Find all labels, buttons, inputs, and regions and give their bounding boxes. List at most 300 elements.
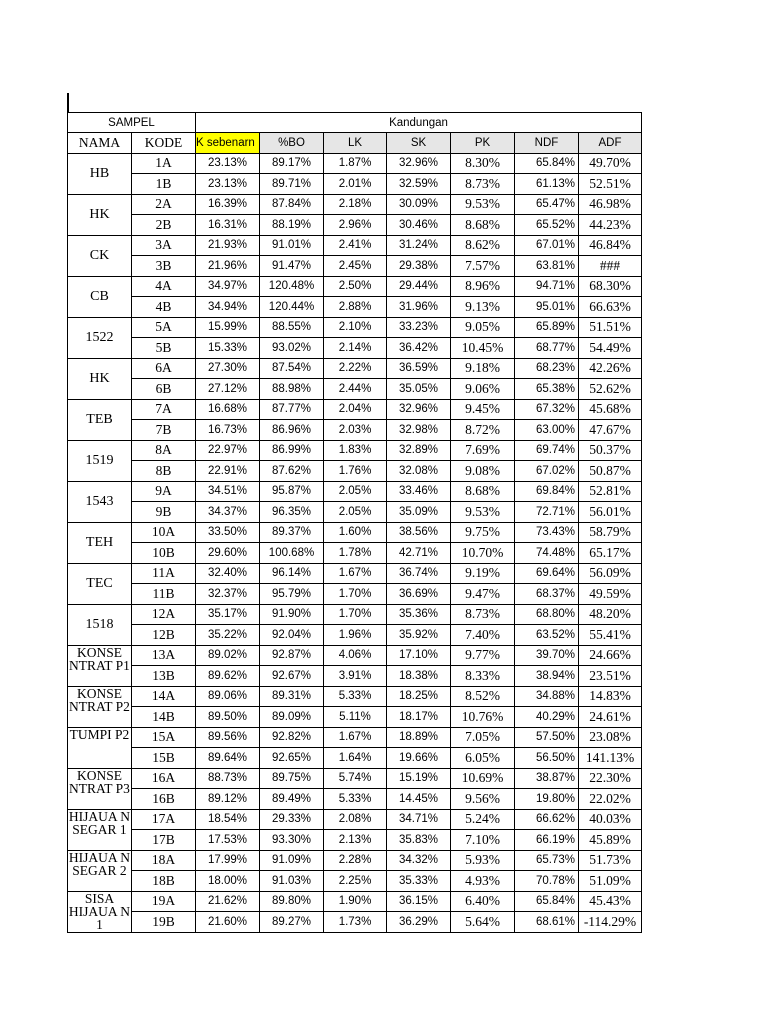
value-cell[interactable]: 35.92% bbox=[387, 625, 451, 646]
value-cell[interactable]: 8.73% bbox=[451, 174, 515, 195]
value-cell[interactable]: 88.73% bbox=[196, 768, 260, 789]
value-cell[interactable]: 22.30% bbox=[579, 768, 642, 789]
value-cell[interactable]: 56.09% bbox=[579, 563, 642, 584]
value-cell[interactable]: 2.45% bbox=[324, 256, 387, 277]
sample-name-cell[interactable]: TEH bbox=[68, 522, 132, 563]
sample-code-cell[interactable]: 8B bbox=[132, 461, 196, 482]
value-cell[interactable]: 8.52% bbox=[451, 686, 515, 707]
value-cell[interactable]: 15.19% bbox=[387, 768, 451, 789]
value-cell[interactable]: 42.71% bbox=[387, 543, 451, 564]
value-cell[interactable]: 2.44% bbox=[324, 379, 387, 400]
value-cell[interactable]: 1.83% bbox=[324, 440, 387, 461]
value-cell[interactable]: 73.43% bbox=[515, 522, 579, 543]
value-cell[interactable]: 16.31% bbox=[196, 215, 260, 236]
value-cell[interactable]: 74.48% bbox=[515, 543, 579, 564]
value-cell[interactable]: 47.67% bbox=[579, 420, 642, 441]
col-header-kode[interactable]: KODE bbox=[132, 133, 196, 154]
value-cell[interactable]: 35.36% bbox=[387, 604, 451, 625]
value-cell[interactable]: 88.55% bbox=[260, 317, 324, 338]
value-cell[interactable]: 52.51% bbox=[579, 174, 642, 195]
value-cell[interactable]: 2.41% bbox=[324, 235, 387, 256]
value-cell[interactable]: 7.10% bbox=[451, 830, 515, 851]
value-cell[interactable]: 32.59% bbox=[387, 174, 451, 195]
sample-code-cell[interactable]: 15A bbox=[132, 727, 196, 748]
sample-code-cell[interactable]: 3B bbox=[132, 256, 196, 277]
value-cell[interactable]: 1.70% bbox=[324, 604, 387, 625]
sample-code-cell[interactable]: 16B bbox=[132, 789, 196, 810]
value-cell[interactable]: 1.67% bbox=[324, 563, 387, 584]
value-cell[interactable]: 35.33% bbox=[387, 871, 451, 892]
sample-code-cell[interactable]: 16A bbox=[132, 768, 196, 789]
sample-name-cell[interactable]: CB bbox=[68, 276, 132, 317]
value-cell[interactable]: 45.89% bbox=[579, 830, 642, 851]
value-cell[interactable]: 68.23% bbox=[515, 358, 579, 379]
value-cell[interactable]: 92.67% bbox=[260, 666, 324, 687]
value-cell[interactable]: 18.17% bbox=[387, 707, 451, 728]
value-cell[interactable]: 9.45% bbox=[451, 399, 515, 420]
value-cell[interactable]: 89.62% bbox=[196, 666, 260, 687]
value-cell[interactable]: 1.60% bbox=[324, 522, 387, 543]
value-cell[interactable]: 4.93% bbox=[451, 871, 515, 892]
value-cell[interactable]: 15.33% bbox=[196, 338, 260, 359]
value-cell[interactable]: 89.09% bbox=[260, 707, 324, 728]
sample-code-cell[interactable]: 17A bbox=[132, 809, 196, 830]
value-cell[interactable]: 89.37% bbox=[260, 522, 324, 543]
sample-code-cell[interactable]: 13A bbox=[132, 645, 196, 666]
value-cell[interactable]: 89.64% bbox=[196, 748, 260, 769]
col-header-bo[interactable]: %BO bbox=[260, 133, 324, 154]
value-cell[interactable]: 32.08% bbox=[387, 461, 451, 482]
value-cell[interactable]: 92.65% bbox=[260, 748, 324, 769]
value-cell[interactable]: 16.39% bbox=[196, 194, 260, 215]
value-cell[interactable]: 94.71% bbox=[515, 276, 579, 297]
value-cell[interactable]: 48.20% bbox=[579, 604, 642, 625]
value-cell[interactable]: 21.60% bbox=[196, 912, 260, 933]
value-cell[interactable]: 57.50% bbox=[515, 727, 579, 748]
value-cell[interactable]: 65.47% bbox=[515, 194, 579, 215]
value-cell[interactable]: 5.33% bbox=[324, 686, 387, 707]
value-cell[interactable]: 68.61% bbox=[515, 912, 579, 933]
value-cell[interactable]: 14.45% bbox=[387, 789, 451, 810]
value-cell[interactable]: 2.50% bbox=[324, 276, 387, 297]
sample-code-cell[interactable]: 1B bbox=[132, 174, 196, 195]
sample-name-cell[interactable]: HK bbox=[68, 194, 132, 235]
value-cell[interactable]: 39.70% bbox=[515, 645, 579, 666]
value-cell[interactable]: 65.73% bbox=[515, 850, 579, 871]
value-cell[interactable]: 31.96% bbox=[387, 297, 451, 318]
sample-name-cell[interactable]: HK bbox=[68, 358, 132, 399]
value-cell[interactable]: 91.90% bbox=[260, 604, 324, 625]
value-cell[interactable]: 67.01% bbox=[515, 235, 579, 256]
value-cell[interactable]: 1.76% bbox=[324, 461, 387, 482]
value-cell[interactable]: 34.97% bbox=[196, 276, 260, 297]
value-cell[interactable]: 2.28% bbox=[324, 850, 387, 871]
value-cell[interactable]: 8.30% bbox=[451, 153, 515, 174]
value-cell[interactable]: ### bbox=[579, 256, 642, 277]
value-cell[interactable]: 29.38% bbox=[387, 256, 451, 277]
value-cell[interactable]: 5.11% bbox=[324, 707, 387, 728]
sample-code-cell[interactable]: 4B bbox=[132, 297, 196, 318]
sample-code-cell[interactable]: 7A bbox=[132, 399, 196, 420]
sample-name-cell[interactable]: 1543 bbox=[68, 481, 132, 522]
value-cell[interactable]: 52.81% bbox=[579, 481, 642, 502]
value-cell[interactable]: 22.97% bbox=[196, 440, 260, 461]
value-cell[interactable]: 5.74% bbox=[324, 768, 387, 789]
value-cell[interactable]: 63.81% bbox=[515, 256, 579, 277]
value-cell[interactable]: 89.49% bbox=[260, 789, 324, 810]
value-cell[interactable]: 55.41% bbox=[579, 625, 642, 646]
col-header-sk[interactable]: SK bbox=[387, 133, 451, 154]
value-cell[interactable]: 38.56% bbox=[387, 522, 451, 543]
col-header-ndf[interactable]: NDF bbox=[515, 133, 579, 154]
value-cell[interactable]: 89.50% bbox=[196, 707, 260, 728]
sample-code-cell[interactable]: 12A bbox=[132, 604, 196, 625]
value-cell[interactable]: 89.27% bbox=[260, 912, 324, 933]
value-cell[interactable]: 36.59% bbox=[387, 358, 451, 379]
col-header-nama[interactable]: NAMA bbox=[68, 133, 132, 154]
sample-name-cell[interactable]: 1518 bbox=[68, 604, 132, 645]
value-cell[interactable]: 2.08% bbox=[324, 809, 387, 830]
value-cell[interactable]: 65.84% bbox=[515, 153, 579, 174]
value-cell[interactable]: 65.89% bbox=[515, 317, 579, 338]
value-cell[interactable]: 35.09% bbox=[387, 502, 451, 523]
value-cell[interactable]: 45.43% bbox=[579, 891, 642, 912]
value-cell[interactable]: 35.17% bbox=[196, 604, 260, 625]
value-cell[interactable]: 86.99% bbox=[260, 440, 324, 461]
value-cell[interactable]: 24.61% bbox=[579, 707, 642, 728]
value-cell[interactable]: 92.04% bbox=[260, 625, 324, 646]
value-cell[interactable]: 96.35% bbox=[260, 502, 324, 523]
value-cell[interactable]: 42.26% bbox=[579, 358, 642, 379]
value-cell[interactable]: 95.01% bbox=[515, 297, 579, 318]
value-cell[interactable]: 32.89% bbox=[387, 440, 451, 461]
value-cell[interactable]: 2.18% bbox=[324, 194, 387, 215]
sample-code-cell[interactable]: 18A bbox=[132, 850, 196, 871]
value-cell[interactable]: 21.93% bbox=[196, 235, 260, 256]
value-cell[interactable]: 69.74% bbox=[515, 440, 579, 461]
sample-name-cell[interactable]: HIJAUA N SEGAR 1 bbox=[68, 809, 132, 850]
value-cell[interactable]: 45.68% bbox=[579, 399, 642, 420]
value-cell[interactable]: 2.05% bbox=[324, 502, 387, 523]
value-cell[interactable]: 30.46% bbox=[387, 215, 451, 236]
sample-code-cell[interactable]: 7B bbox=[132, 420, 196, 441]
value-cell[interactable]: 5.64% bbox=[451, 912, 515, 933]
value-cell[interactable]: 87.77% bbox=[260, 399, 324, 420]
value-cell[interactable]: 15.99% bbox=[196, 317, 260, 338]
sample-code-cell[interactable]: 10A bbox=[132, 522, 196, 543]
value-cell[interactable]: 9.75% bbox=[451, 522, 515, 543]
value-cell[interactable]: 89.71% bbox=[260, 174, 324, 195]
value-cell[interactable]: 16.73% bbox=[196, 420, 260, 441]
value-cell[interactable]: 86.96% bbox=[260, 420, 324, 441]
value-cell[interactable]: 7.57% bbox=[451, 256, 515, 277]
col-header-lk[interactable]: LK bbox=[324, 133, 387, 154]
value-cell[interactable]: 70.78% bbox=[515, 871, 579, 892]
value-cell[interactable]: 1.64% bbox=[324, 748, 387, 769]
value-cell[interactable]: 5.33% bbox=[324, 789, 387, 810]
value-cell[interactable]: 40.03% bbox=[579, 809, 642, 830]
value-cell[interactable]: 23.13% bbox=[196, 153, 260, 174]
value-cell[interactable]: 21.62% bbox=[196, 891, 260, 912]
value-cell[interactable]: 9.53% bbox=[451, 502, 515, 523]
value-cell[interactable]: 34.94% bbox=[196, 297, 260, 318]
value-cell[interactable]: 7.40% bbox=[451, 625, 515, 646]
value-cell[interactable]: 66.63% bbox=[579, 297, 642, 318]
value-cell[interactable]: 6.40% bbox=[451, 891, 515, 912]
value-cell[interactable]: 29.60% bbox=[196, 543, 260, 564]
sample-code-cell[interactable]: 11A bbox=[132, 563, 196, 584]
value-cell[interactable]: 65.38% bbox=[515, 379, 579, 400]
value-cell[interactable]: 8.68% bbox=[451, 215, 515, 236]
value-cell[interactable]: 34.88% bbox=[515, 686, 579, 707]
value-cell[interactable]: 19.80% bbox=[515, 789, 579, 810]
value-cell[interactable]: 1.87% bbox=[324, 153, 387, 174]
value-cell[interactable]: 23.13% bbox=[196, 174, 260, 195]
sample-code-cell[interactable]: 15B bbox=[132, 748, 196, 769]
value-cell[interactable]: 18.25% bbox=[387, 686, 451, 707]
value-cell[interactable]: 7.05% bbox=[451, 727, 515, 748]
sample-code-cell[interactable]: 5B bbox=[132, 338, 196, 359]
value-cell[interactable]: 49.59% bbox=[579, 584, 642, 605]
value-cell[interactable]: 30.09% bbox=[387, 194, 451, 215]
value-cell[interactable]: 51.51% bbox=[579, 317, 642, 338]
value-cell[interactable]: 2.22% bbox=[324, 358, 387, 379]
value-cell[interactable]: 35.05% bbox=[387, 379, 451, 400]
value-cell[interactable]: 50.87% bbox=[579, 461, 642, 482]
value-cell[interactable]: 34.37% bbox=[196, 502, 260, 523]
value-cell[interactable]: 54.49% bbox=[579, 338, 642, 359]
value-cell[interactable]: 21.96% bbox=[196, 256, 260, 277]
sample-code-cell[interactable]: 12B bbox=[132, 625, 196, 646]
sample-code-cell[interactable]: 18B bbox=[132, 871, 196, 892]
value-cell[interactable]: 27.30% bbox=[196, 358, 260, 379]
value-cell[interactable]: 17.99% bbox=[196, 850, 260, 871]
value-cell[interactable]: 95.79% bbox=[260, 584, 324, 605]
value-cell[interactable]: 87.62% bbox=[260, 461, 324, 482]
value-cell[interactable]: 32.37% bbox=[196, 584, 260, 605]
value-cell[interactable]: 51.09% bbox=[579, 871, 642, 892]
value-cell[interactable]: 32.96% bbox=[387, 399, 451, 420]
value-cell[interactable]: 19.66% bbox=[387, 748, 451, 769]
value-cell[interactable]: 2.04% bbox=[324, 399, 387, 420]
value-cell[interactable]: 89.02% bbox=[196, 645, 260, 666]
value-cell[interactable]: 17.10% bbox=[387, 645, 451, 666]
value-cell[interactable]: 9.13% bbox=[451, 297, 515, 318]
sample-code-cell[interactable]: 2B bbox=[132, 215, 196, 236]
value-cell[interactable]: 2.96% bbox=[324, 215, 387, 236]
value-cell[interactable]: 1.73% bbox=[324, 912, 387, 933]
value-cell[interactable]: 16.68% bbox=[196, 399, 260, 420]
value-cell[interactable]: 9.18% bbox=[451, 358, 515, 379]
value-cell[interactable]: 91.03% bbox=[260, 871, 324, 892]
value-cell[interactable]: 6.05% bbox=[451, 748, 515, 769]
value-cell[interactable]: 56.50% bbox=[515, 748, 579, 769]
value-cell[interactable]: 22.91% bbox=[196, 461, 260, 482]
value-cell[interactable]: 1.90% bbox=[324, 891, 387, 912]
value-cell[interactable]: 38.94% bbox=[515, 666, 579, 687]
value-cell[interactable]: 66.62% bbox=[515, 809, 579, 830]
value-cell[interactable]: 91.47% bbox=[260, 256, 324, 277]
sample-code-cell[interactable]: 13B bbox=[132, 666, 196, 687]
value-cell[interactable]: 61.13% bbox=[515, 174, 579, 195]
sample-code-cell[interactable]: 14A bbox=[132, 686, 196, 707]
value-cell[interactable]: 36.74% bbox=[387, 563, 451, 584]
value-cell[interactable]: 58.79% bbox=[579, 522, 642, 543]
sample-name-cell[interactable]: HB bbox=[68, 153, 132, 194]
sample-code-cell[interactable]: 6B bbox=[132, 379, 196, 400]
sample-code-cell[interactable]: 10B bbox=[132, 543, 196, 564]
value-cell[interactable]: 46.98% bbox=[579, 194, 642, 215]
value-cell[interactable]: 87.54% bbox=[260, 358, 324, 379]
value-cell[interactable]: 36.15% bbox=[387, 891, 451, 912]
value-cell[interactable]: 87.84% bbox=[260, 194, 324, 215]
value-cell[interactable]: 38.87% bbox=[515, 768, 579, 789]
value-cell[interactable]: 9.77% bbox=[451, 645, 515, 666]
value-cell[interactable]: 88.19% bbox=[260, 215, 324, 236]
value-cell[interactable]: 8.33% bbox=[451, 666, 515, 687]
value-cell[interactable]: 2.01% bbox=[324, 174, 387, 195]
value-cell[interactable]: 10.45% bbox=[451, 338, 515, 359]
sample-code-cell[interactable]: 2A bbox=[132, 194, 196, 215]
value-cell[interactable]: 68.30% bbox=[579, 276, 642, 297]
value-cell[interactable]: 8.62% bbox=[451, 235, 515, 256]
value-cell[interactable]: 14.83% bbox=[579, 686, 642, 707]
value-cell[interactable]: 9.19% bbox=[451, 563, 515, 584]
value-cell[interactable]: 35.83% bbox=[387, 830, 451, 851]
value-cell[interactable]: 89.75% bbox=[260, 768, 324, 789]
sample-name-cell[interactable]: KONSE NTRAT P3 bbox=[68, 768, 132, 809]
value-cell[interactable]: 89.80% bbox=[260, 891, 324, 912]
value-cell[interactable]: 68.37% bbox=[515, 584, 579, 605]
value-cell[interactable]: 8.68% bbox=[451, 481, 515, 502]
value-cell[interactable]: 18.89% bbox=[387, 727, 451, 748]
value-cell[interactable]: 66.19% bbox=[515, 830, 579, 851]
value-cell[interactable]: 120.48% bbox=[260, 276, 324, 297]
value-cell[interactable]: 29.33% bbox=[260, 809, 324, 830]
value-cell[interactable]: 33.23% bbox=[387, 317, 451, 338]
value-cell[interactable]: 69.64% bbox=[515, 563, 579, 584]
value-cell[interactable]: 33.50% bbox=[196, 522, 260, 543]
value-cell[interactable]: 89.06% bbox=[196, 686, 260, 707]
value-cell[interactable]: 10.69% bbox=[451, 768, 515, 789]
sample-code-cell[interactable]: 11B bbox=[132, 584, 196, 605]
sample-code-cell[interactable]: 3A bbox=[132, 235, 196, 256]
sample-code-cell[interactable]: 4A bbox=[132, 276, 196, 297]
value-cell[interactable]: 92.82% bbox=[260, 727, 324, 748]
sample-code-cell[interactable]: 5A bbox=[132, 317, 196, 338]
value-cell[interactable]: 69.84% bbox=[515, 481, 579, 502]
value-cell[interactable]: 89.12% bbox=[196, 789, 260, 810]
value-cell[interactable]: 91.01% bbox=[260, 235, 324, 256]
value-cell[interactable]: 65.52% bbox=[515, 215, 579, 236]
value-cell[interactable]: 92.87% bbox=[260, 645, 324, 666]
value-cell[interactable]: 93.30% bbox=[260, 830, 324, 851]
value-cell[interactable]: 51.73% bbox=[579, 850, 642, 871]
value-cell[interactable]: -114.29% bbox=[579, 912, 642, 933]
value-cell[interactable]: 31.24% bbox=[387, 235, 451, 256]
sampel-header[interactable]: SAMPEL bbox=[68, 113, 196, 133]
value-cell[interactable]: 36.42% bbox=[387, 338, 451, 359]
value-cell[interactable]: 65.84% bbox=[515, 891, 579, 912]
value-cell[interactable]: 7.69% bbox=[451, 440, 515, 461]
value-cell[interactable]: 1.67% bbox=[324, 727, 387, 748]
value-cell[interactable]: 23.51% bbox=[579, 666, 642, 687]
value-cell[interactable]: 89.17% bbox=[260, 153, 324, 174]
value-cell[interactable]: 68.77% bbox=[515, 338, 579, 359]
value-cell[interactable]: 8.72% bbox=[451, 420, 515, 441]
value-cell[interactable]: 2.05% bbox=[324, 481, 387, 502]
value-cell[interactable]: 9.06% bbox=[451, 379, 515, 400]
value-cell[interactable]: 32.98% bbox=[387, 420, 451, 441]
value-cell[interactable]: 2.13% bbox=[324, 830, 387, 851]
sample-name-cell[interactable]: SISA HIJAUA N 1 bbox=[68, 891, 131, 932]
value-cell[interactable]: 9.56% bbox=[451, 789, 515, 810]
value-cell[interactable]: 32.96% bbox=[387, 153, 451, 174]
value-cell[interactable]: 2.88% bbox=[324, 297, 387, 318]
value-cell[interactable]: 96.14% bbox=[260, 563, 324, 584]
sample-name-cell[interactable]: KONSE NTRAT P2 bbox=[68, 686, 132, 727]
value-cell[interactable]: 27.12% bbox=[196, 379, 260, 400]
value-cell[interactable]: 10.70% bbox=[451, 543, 515, 564]
sample-code-cell[interactable]: 1A bbox=[132, 153, 196, 174]
value-cell[interactable]: 18.38% bbox=[387, 666, 451, 687]
value-cell[interactable]: 72.71% bbox=[515, 502, 579, 523]
sample-code-cell[interactable]: 19B bbox=[132, 912, 196, 933]
sample-name-cell[interactable]: TEC bbox=[68, 563, 132, 604]
value-cell[interactable]: 5.24% bbox=[451, 809, 515, 830]
value-cell[interactable]: 65.17% bbox=[579, 543, 642, 564]
value-cell[interactable]: 141.13% bbox=[579, 748, 642, 769]
value-cell[interactable]: 2.14% bbox=[324, 338, 387, 359]
sample-code-cell[interactable]: 9A bbox=[132, 481, 196, 502]
value-cell[interactable]: 89.56% bbox=[196, 727, 260, 748]
value-cell[interactable]: 2.10% bbox=[324, 317, 387, 338]
value-cell[interactable]: 23.08% bbox=[579, 727, 642, 748]
value-cell[interactable]: 9.05% bbox=[451, 317, 515, 338]
sample-code-cell[interactable]: 17B bbox=[132, 830, 196, 851]
value-cell[interactable]: 56.01% bbox=[579, 502, 642, 523]
value-cell[interactable]: 17.53% bbox=[196, 830, 260, 851]
value-cell[interactable]: 36.29% bbox=[387, 912, 451, 933]
value-cell[interactable]: 67.02% bbox=[515, 461, 579, 482]
value-cell[interactable]: 24.66% bbox=[579, 645, 642, 666]
value-cell[interactable]: 1.78% bbox=[324, 543, 387, 564]
value-cell[interactable]: 8.73% bbox=[451, 604, 515, 625]
value-cell[interactable]: 36.69% bbox=[387, 584, 451, 605]
sample-name-cell[interactable]: 1522 bbox=[68, 317, 132, 358]
value-cell[interactable]: 63.00% bbox=[515, 420, 579, 441]
value-cell[interactable]: 9.47% bbox=[451, 584, 515, 605]
value-cell[interactable]: 34.32% bbox=[387, 850, 451, 871]
value-cell[interactable]: 67.32% bbox=[515, 399, 579, 420]
value-cell[interactable]: 91.09% bbox=[260, 850, 324, 871]
value-cell[interactable]: 32.40% bbox=[196, 563, 260, 584]
col-header-k-sebenarnya[interactable]: K sebenarn bbox=[196, 133, 260, 154]
value-cell[interactable]: 63.52% bbox=[515, 625, 579, 646]
value-cell[interactable]: 46.84% bbox=[579, 235, 642, 256]
value-cell[interactable]: 29.44% bbox=[387, 276, 451, 297]
value-cell[interactable]: 2.03% bbox=[324, 420, 387, 441]
value-cell[interactable]: 1.70% bbox=[324, 584, 387, 605]
value-cell[interactable]: 89.31% bbox=[260, 686, 324, 707]
value-cell[interactable]: 34.71% bbox=[387, 809, 451, 830]
value-cell[interactable]: 120.44% bbox=[260, 297, 324, 318]
value-cell[interactable]: 33.46% bbox=[387, 481, 451, 502]
sample-code-cell[interactable]: 19A bbox=[132, 891, 196, 912]
value-cell[interactable]: 35.22% bbox=[196, 625, 260, 646]
value-cell[interactable]: 49.70% bbox=[579, 153, 642, 174]
value-cell[interactable]: 68.80% bbox=[515, 604, 579, 625]
